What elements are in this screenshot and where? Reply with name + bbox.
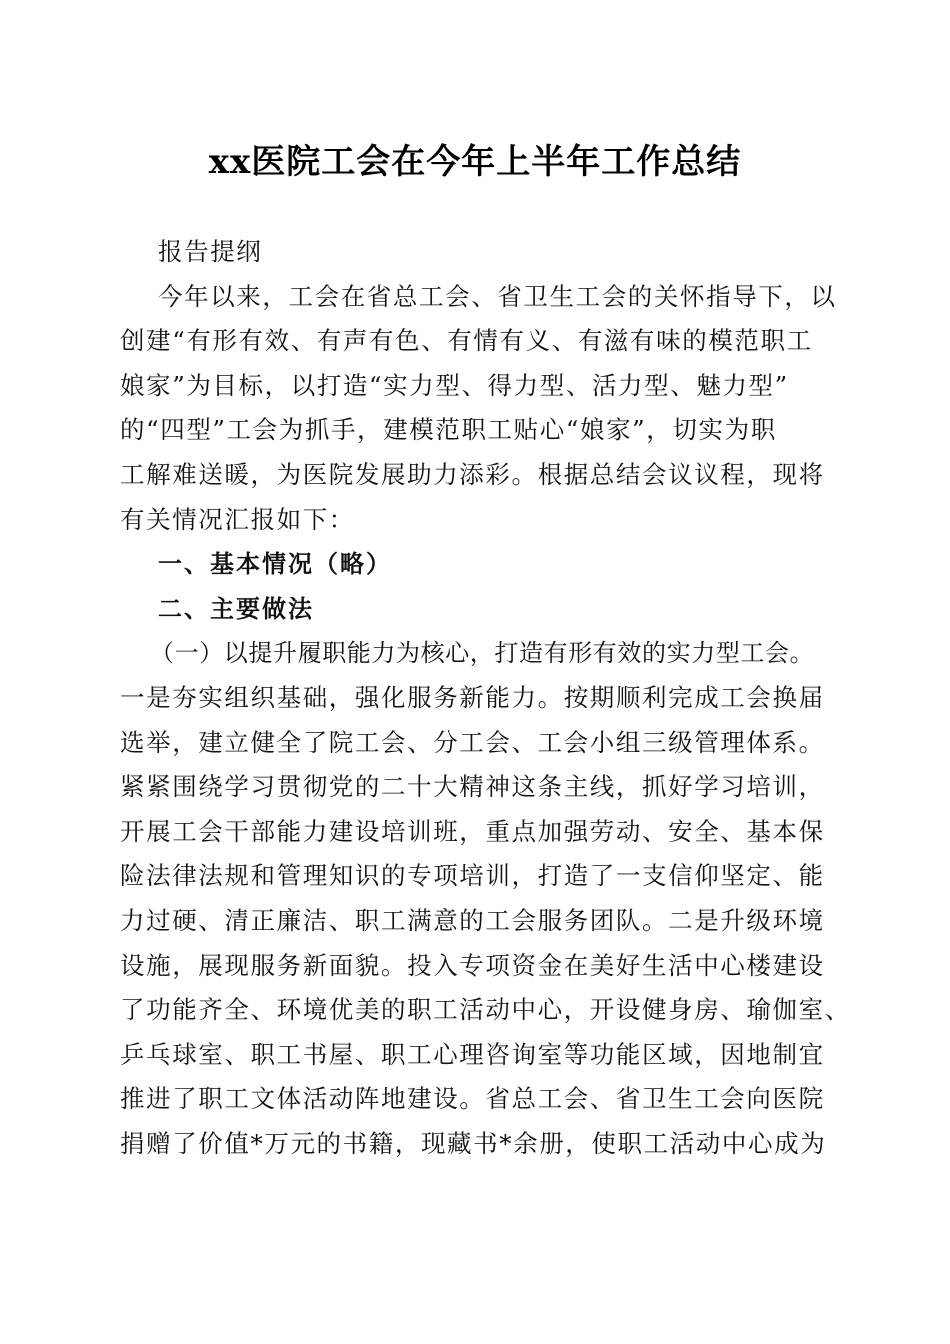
paragraph-line: 险法律法规和管理知识的专项培训，打造了一支信仰坚定、能 <box>120 861 825 891</box>
paragraph-line: 推进了职工文体活动阵地建设。省总工会、省卫生工会向医院 <box>120 1084 825 1114</box>
subsection-heading: （一）以提升履职能力为核心，打造有形有效的实力型工会。 <box>150 639 815 668</box>
document-body <box>120 230 851 1166</box>
section-heading-practices: 二、主要做法 <box>158 594 314 623</box>
paragraph-line: 设施，展现服务新面貌。投入专项资金在美好生活中心楼建设 <box>120 950 825 980</box>
paragraph-line: 有关情况汇报如下： <box>120 504 355 534</box>
paragraph-line: 力过硬、清正廉洁、职工满意的工会服务团队。二是升级环境 <box>120 905 825 935</box>
paragraph-line: 一是夯实组织基础，强化服务新能力。按期顺利完成工会换届 <box>120 682 825 712</box>
paragraph-line: 紧紧围绕学习贯彻党的二十大精神这条主线，抓好学习培训， <box>120 772 825 802</box>
paragraph-line: 的“四型”工会为抓手，建模范职工贴心“娘家”，切实为职 <box>120 415 777 445</box>
paragraph-line: 开展工会干部能力建设培训班，重点加强劳动、安全、基本保 <box>120 816 825 846</box>
paragraph-line: 乒乓球室、职工书屋、职工心理咨询室等功能区域，因地制宜 <box>120 1039 825 1069</box>
paragraph-line: 今年以来，工会在省总工会、省卫生工会的关怀指导下，以 <box>158 281 837 311</box>
paragraph-line: 工解难送暖，为医院发展助力添彩。根据总结会议议程，现将 <box>120 459 825 489</box>
paragraph-line: 捐赠了价值*万元的书籍，现藏书*余册，使职工活动中心成为 <box>120 1128 827 1158</box>
paragraph-line: 选举，建立健全了院工会、分工会、工会小组三级管理体系。 <box>120 727 825 757</box>
document-title: xx医院工会在今年上半年工作总结 <box>208 142 742 182</box>
paragraph-line: 创建“有形有效、有声有色、有情有义、有滋有味的模范职工 <box>120 326 813 356</box>
section-heading-basic: 一、基本情况（略） <box>158 550 392 579</box>
outline-label: 报告提纲 <box>158 237 263 266</box>
paragraph-line: 了功能齐全、环境优美的职工活动中心，开设健身房、瑜伽室、 <box>120 995 851 1025</box>
paragraph-line: 娘家”为目标，以打造“实力型、得力型、活力型、魅力型” <box>120 370 789 400</box>
